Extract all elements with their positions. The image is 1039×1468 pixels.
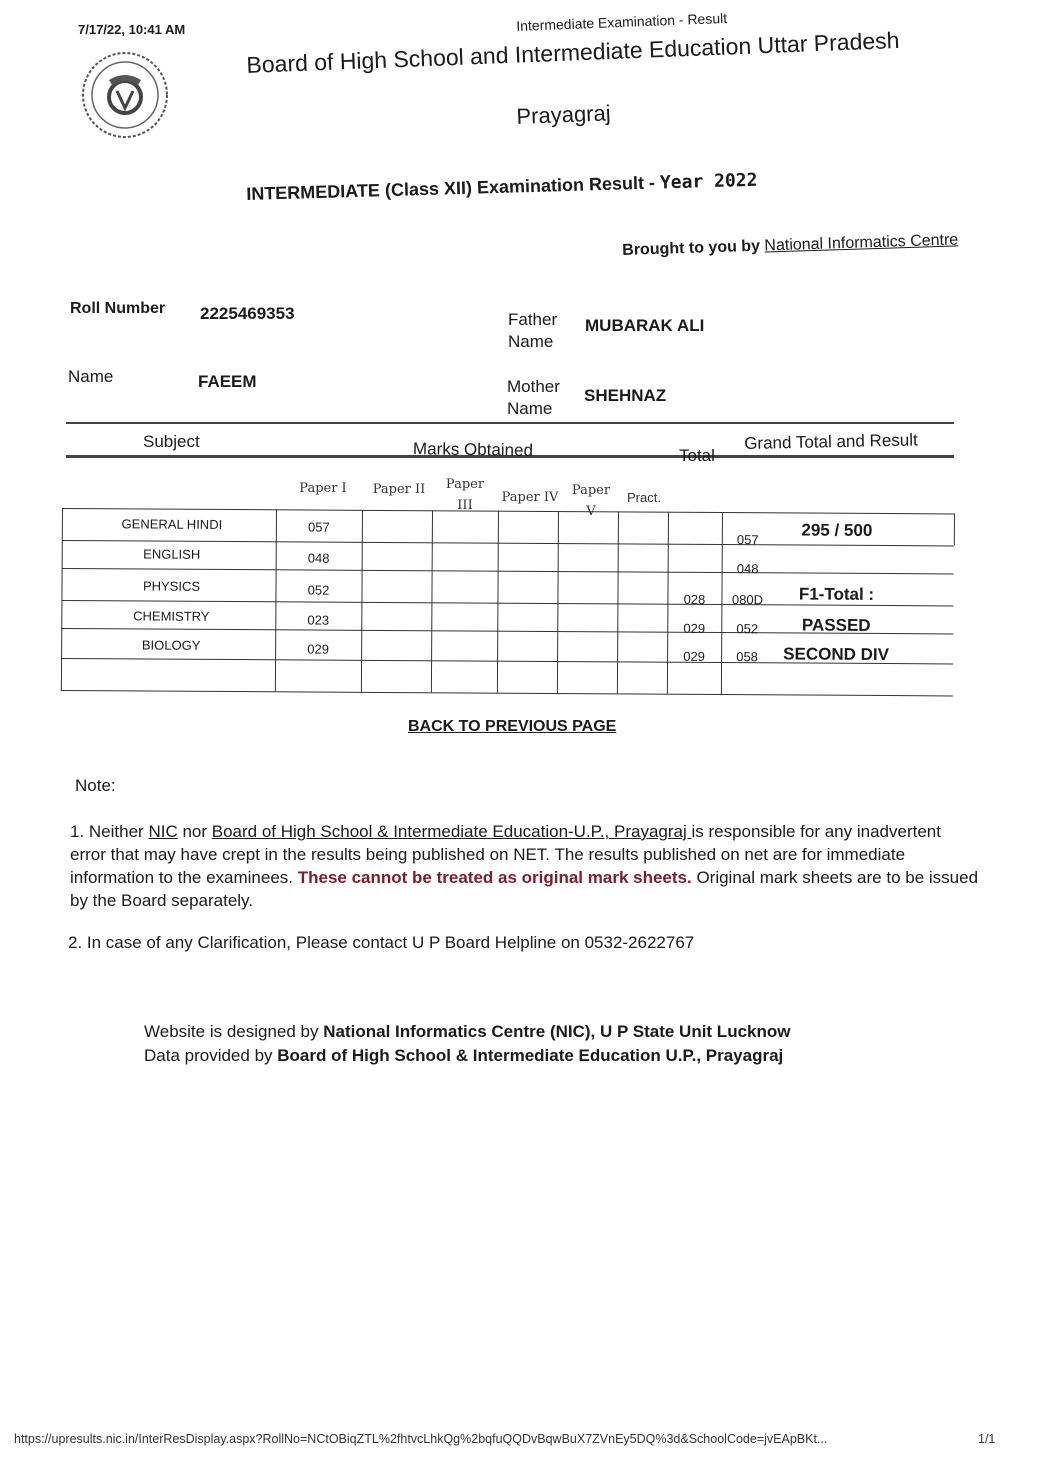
nic-link[interactable]: National Informatics Centre	[764, 231, 959, 255]
credit-org: Board of High School & Intermediate Education U.P., Prayagraj	[277, 1046, 784, 1065]
subheader-paper-4: Paper IV	[501, 490, 559, 505]
result-label: F1-Total :	[798, 584, 875, 604]
grand-total-value: 295 / 500	[801, 520, 873, 540]
father-name-label	[508, 309, 568, 353]
credit-text: Website is designed by	[144, 1022, 324, 1041]
header-grand-total: Grand Total and Result	[744, 430, 918, 453]
exam-title	[246, 170, 758, 205]
paper-1-marks: 048	[307, 550, 330, 566]
note-warning: These cannot be treated as original mark sheets.	[297, 868, 692, 887]
nic-credit	[622, 231, 958, 260]
subheader-paper-2: Paper II	[372, 482, 426, 497]
grid-col-line	[361, 510, 363, 692]
nic-credit-prefix: Brought to you by	[622, 237, 761, 259]
subject-name: BIOLOGY	[141, 637, 201, 653]
grid-col-line	[954, 513, 955, 545]
roll-number-value: 2225469353	[200, 304, 295, 323]
board-city: Prayagraj	[516, 100, 612, 129]
subheader-paper-5-line1: Paper	[571, 483, 611, 498]
subheader-paper-3-line1: Paper	[445, 477, 485, 492]
subheader-paper-5-line2: V	[586, 504, 596, 519]
grid-col-line	[431, 510, 433, 692]
subject-total: 080D	[731, 592, 764, 608]
practical-marks: 028	[683, 591, 706, 607]
name-value: FAEEM	[198, 372, 257, 391]
paper-1-marks: 029	[307, 641, 330, 657]
father-name-value: MUBARAK ALI	[585, 316, 705, 335]
footer-url: https://upresults.nic.in/InterResDisplay.aspx?RollNo=NCtOBiqZTL%2fhtvcLhkQg%2bqfuQQDvBqwBuX7ZVnEy5DQ%3d&SchoolCode=jvEApBKt...	[14, 1432, 828, 1446]
board-note-link[interactable]: Board of High School & Intermediate Education-U.P., Prayagraj	[211, 822, 692, 841]
note-paragraph-1	[70, 820, 980, 912]
grid-row-line	[62, 508, 954, 514]
grid-col-line	[617, 511, 619, 693]
mother-name-value: SHEHNAZ	[584, 386, 667, 405]
print-timestamp: 7/17/22, 10:41 AM	[78, 22, 186, 37]
subheader-paper-3-line2: III	[457, 498, 473, 513]
name-label: Name	[68, 367, 114, 386]
grid-row-line	[62, 568, 954, 574]
subject-total: 048	[736, 561, 759, 577]
subheader-practical: Pract.	[627, 490, 661, 505]
result-division: SECOND DIV	[783, 644, 890, 665]
nic-note-link[interactable]: NIC	[148, 822, 178, 841]
practical-marks: 029	[683, 620, 706, 636]
table-top-rule	[66, 422, 954, 424]
note-text: nor	[177, 822, 212, 841]
exam-title-mid: Examination Result -	[476, 172, 656, 198]
footer-page-number: 1/1	[978, 1432, 996, 1446]
paper-1-marks: 023	[307, 612, 330, 628]
subject-total: 052	[736, 621, 759, 637]
board-title: Board of High School and Intermediate Education Uttar Pradesh	[246, 26, 900, 78]
mother-name-label	[507, 376, 567, 420]
note-text: is responsible for any inadvertent error that may have crept in the results being published on NET. The results published on net are for immediate information to the examinees.	[70, 822, 941, 887]
grid-row-line	[61, 690, 953, 696]
grid-col-line	[497, 511, 499, 693]
up-government-seal-icon	[80, 50, 170, 140]
mother-label-line1: Mother	[507, 377, 560, 396]
roll-number-label: Roll Number	[70, 300, 166, 317]
back-to-previous-page-link[interactable]: BACK TO PREVIOUS PAGE	[408, 718, 617, 735]
exam-title-class: (Class XII)	[384, 177, 473, 201]
result-status: PASSED	[801, 615, 871, 635]
exam-title-prefix: INTERMEDIATE	[246, 180, 381, 204]
subject-name: CHEMISTRY	[133, 608, 210, 624]
website-credit	[144, 1022, 790, 1042]
practical-marks: 029	[683, 648, 705, 664]
subject-name: GENERAL HINDI	[121, 516, 223, 532]
subheader-paper-1: Paper I	[299, 481, 347, 496]
subject-name: ENGLISH	[143, 546, 201, 562]
paper-1-marks: 052	[307, 582, 330, 598]
subject-total: 058	[736, 649, 758, 665]
print-page-title: Intermediate Examination - Result	[516, 9, 728, 34]
note-title: Note:	[75, 776, 116, 795]
note-text: 1. Neither	[70, 822, 149, 841]
header-subject: Subject	[143, 432, 200, 451]
mother-label-line2: Name	[507, 399, 553, 418]
note-text: Original mark sheets are to be issued by the Board separately.	[70, 868, 979, 910]
data-credit	[144, 1046, 783, 1066]
grid-row-line	[62, 540, 954, 546]
father-label-line2: Name	[508, 332, 554, 351]
subject-total: 057	[736, 532, 759, 548]
exam-title-year: Year 2022	[659, 169, 758, 194]
header-marks-obtained: Marks Obtained	[412, 439, 534, 460]
father-label-line1: Father	[508, 310, 558, 329]
paper-1-marks: 057	[307, 519, 330, 535]
note-paragraph-2: 2. In case of any Clarification, Please contact U P Board Helpline on 0532-2622767	[68, 933, 695, 952]
grid-col-line	[275, 509, 277, 691]
marks-table	[61, 508, 954, 695]
subject-name: PHYSICS	[142, 578, 201, 594]
credit-org: National Informatics Centre (NIC), U P State Unit Lucknow	[323, 1022, 791, 1041]
credit-text: Data provided by	[144, 1046, 278, 1065]
header-total: Total	[679, 446, 715, 465]
